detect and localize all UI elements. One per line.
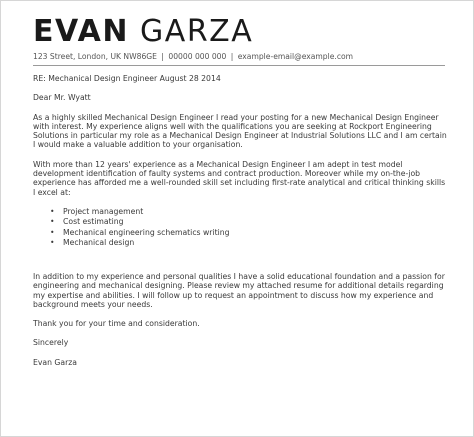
skills-list <box>33 207 448 249</box>
subject-line: RE: Mechanical Design Engineer August 28 2014 <box>33 74 221 83</box>
header-divider <box>33 65 445 66</box>
bullet-icon: • <box>50 238 55 248</box>
list-spacer <box>33 258 448 272</box>
contact-separator: | <box>161 52 164 61</box>
paragraph-experience: With more than 12 years' experience as a Mechanical Design Engineer I am adept in test model development identification of faulty systems and contract production. Moreover while my on-the-job experience has afforded me a well-rounded skill set including first-rate analytical and critical thinking skills I excel at: <box>33 159 446 197</box>
skill-label: Project management <box>63 206 144 216</box>
bullet-icon: • <box>50 217 55 227</box>
last-name: GARZA <box>140 14 254 49</box>
list-item <box>50 238 448 249</box>
salutation: Dear Mr. Wyatt <box>33 93 91 103</box>
contact-phone: 00000 000 000 <box>168 52 227 61</box>
bullet-icon: • <box>50 206 55 216</box>
paragraph-intro: As a highly skilled Mechanical Design Engineer I read your posting for a new Mechanical Design Engineer with interest. My experience aligns well with the qualifications you are seeking at Rockport Engineering Solutions in particular my role as a Mechanical Design Engineer at Industrial Solutions LLC and I am certain I would make a valuable addition to your organisation. <box>33 112 447 150</box>
contact-address: 123 Street, London, UK NW86GE <box>33 52 157 61</box>
contact-separator: | <box>230 52 234 61</box>
list-item <box>50 217 448 228</box>
closing: Sincerely <box>33 338 69 348</box>
letter-header <box>33 14 443 63</box>
contact-line <box>33 51 443 63</box>
applicant-name <box>33 14 443 50</box>
paragraph-education: In addition to my experience and personal qualities I have a solid educational foundation and a passion for engineering and mechanical designing. Please review my attached resume for additional details regarding my expertise and abilities. I will follow up to request an appointment to discuss how my experience and background meets your needs. <box>33 271 445 309</box>
thanks-line: Thank you for your time and consideration. <box>33 319 200 329</box>
skill-label: Mechanical engineering schematics writing <box>63 227 230 237</box>
list-item <box>50 206 448 218</box>
contact-email: example-email@example.com <box>237 52 354 61</box>
skill-label: Cost estimating <box>63 217 124 227</box>
list-item <box>50 227 448 239</box>
letter-body <box>33 74 448 377</box>
signature-name: Evan Garza <box>33 357 78 367</box>
first-name: EVAN <box>33 14 129 49</box>
bullet-icon: • <box>50 227 55 237</box>
skill-label: Mechanical design <box>63 238 135 248</box>
